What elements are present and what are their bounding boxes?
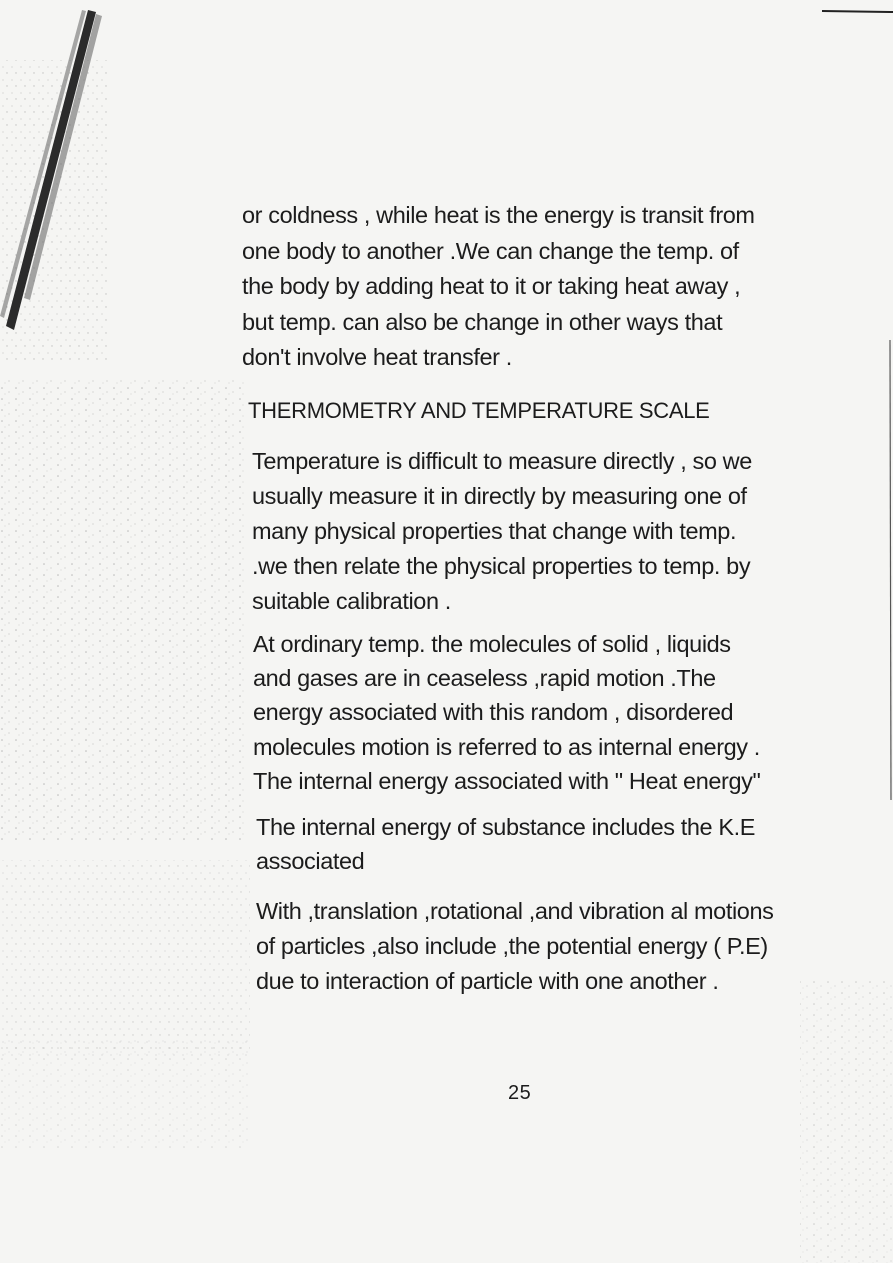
top-right-rule (822, 11, 893, 12)
text-line: due to interaction of particle with one another . (256, 968, 719, 994)
text-line: suitable calibration . (252, 588, 451, 614)
text-line: or coldness , while heat is the energy is transit from (242, 202, 755, 228)
text-line: but temp. can also be change in other ways that (242, 308, 723, 335)
text-line: usually measure it in directly by measuring one of (252, 483, 747, 509)
text-line: and gases are in ceaseless ,rapid motion .The (253, 665, 716, 692)
text-line: The internal energy associated with " Heat energy" (253, 767, 761, 794)
right-margin-noise (800, 980, 893, 1263)
paragraph-motions (256, 894, 773, 999)
text-line: The internal energy of substance includes the K.E (256, 814, 756, 840)
text-line: Temperature is difficult to measure directly , so we (252, 448, 752, 474)
text-line: the body by adding heat to it or taking heat away , (242, 273, 741, 299)
text-line: energy associated with this random , disordered (253, 699, 734, 726)
paragraph-internal-energy (253, 627, 760, 798)
text-line: don't involve heat transfer . (242, 344, 512, 370)
text-line: of particles ,also include ,the potential energy ( P.E) (256, 933, 768, 959)
text-line: molecules motion is referred to as internal energy . (253, 733, 760, 760)
text-line: With ,translation ,rotational ,and vibration al motions (256, 898, 774, 924)
paragraph-heat-vs-temperature (242, 198, 755, 376)
section-heading: THERMOMETRY AND TEMPERATURE SCALE (248, 398, 710, 423)
text-line: .we then relate the physical properties to temp. by (252, 553, 751, 579)
text-line: associated (256, 848, 365, 874)
text-line: At ordinary temp. the molecules of solid , liquids (253, 631, 731, 657)
paragraph-kinetic-energy (256, 810, 755, 878)
paragraph-measuring-temperature (252, 444, 752, 619)
text-line: one body to another .We can change the temp. of (242, 237, 739, 264)
page-number: 25 (508, 1082, 532, 1104)
text-line: many physical properties that change with temp. (252, 518, 737, 544)
left-margin-noise (0, 380, 245, 840)
